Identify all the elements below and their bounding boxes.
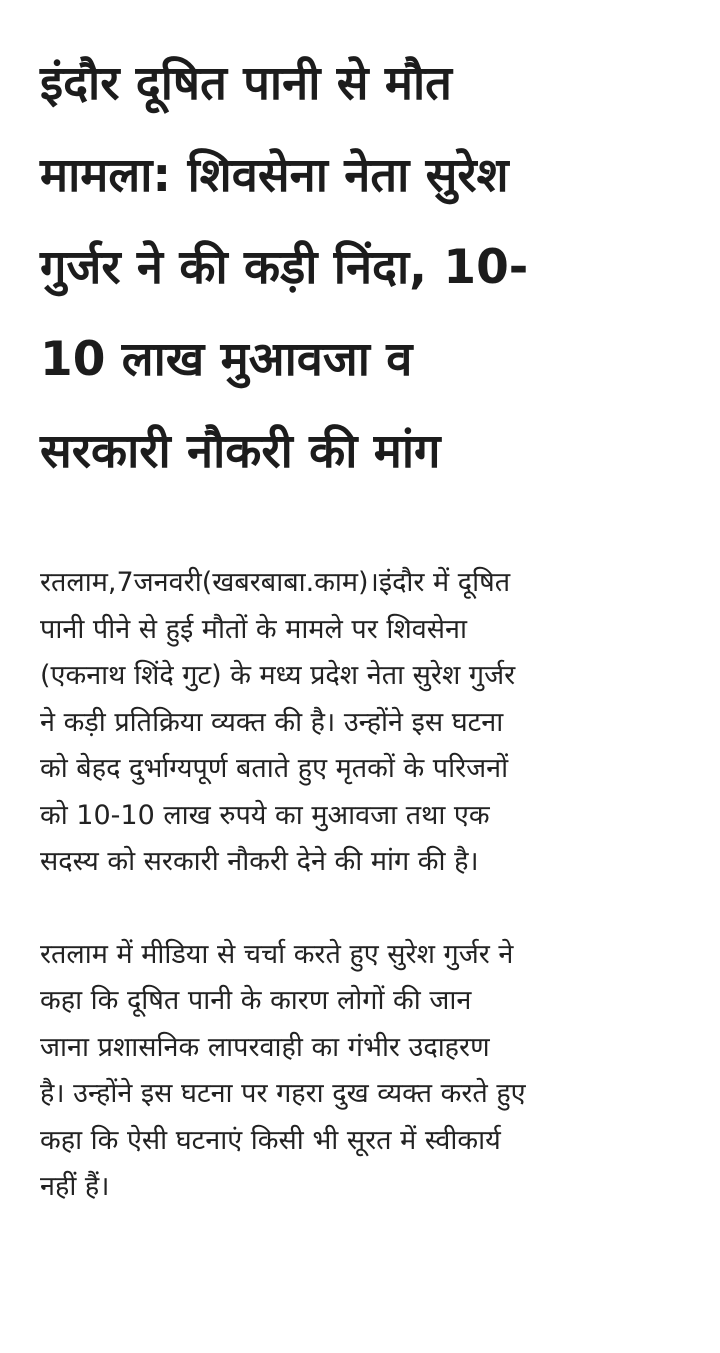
headline (40, 38, 690, 498)
paragraph-2 (40, 932, 690, 1211)
headline-line: सरकारी नौकरी की मांग (40, 424, 441, 479)
article (40, 38, 690, 1211)
paragraph-line: कहा कि ऐसी घटनाएं किसी भी सूरत में स्वीकार्य (40, 1124, 501, 1156)
headline-line: गुर्जर ने की कड़ी निंदा, 10- (40, 240, 529, 295)
article-body (40, 560, 690, 1211)
headline-line: 10 लाख मुआवजा व (40, 332, 413, 387)
paragraph-line: को 10-10 लाख रुपये का मुआवजा तथा एक (40, 799, 490, 831)
paragraph-line: है। उन्होंने इस घटना पर गहरा दुख व्यक्त करते हुए (40, 1078, 526, 1109)
paragraph-line: कहा कि दूषित पानी के कारण लोगों की जान (40, 985, 472, 1016)
paragraph-line: (एकनाथ शिंदे गुट) के मध्य प्रदेश नेता सुरेश गुर्जर (40, 660, 516, 691)
paragraph-line: सदस्य को सरकारी नौकरी देने की मांग की है। (40, 846, 479, 877)
paragraph-line: को बेहद दुर्भाग्यपूर्ण बताते हुए मृतकों के परिजनों (40, 753, 509, 784)
paragraph-line: रतलाम,7जनवरी(खबरबाबा.काम)।इंदौर में दूषित (40, 567, 511, 598)
paragraph-1 (40, 560, 690, 886)
headline-line: मामला: शिवसेना नेता सुरेश (40, 148, 509, 203)
paragraph-line: ने कड़ी प्रतिक्रिया व्यक्त की है। उन्होंने इस घटना (40, 706, 504, 738)
paragraph-line: जाना प्रशासनिक लापरवाही का गंभीर उदाहरण (40, 1031, 490, 1063)
paragraph-line: पानी पीने से हुई मौतों के मामले पर शिवसेना (40, 613, 467, 645)
paragraph-line: नहीं हैं। (40, 1171, 110, 1202)
paragraph-line: रतलाम में मीडिया से चर्चा करते हुए सुरेश गुर्जर ने (40, 938, 514, 970)
headline-line: इंदौर दूषित पानी से मौत (40, 56, 452, 111)
